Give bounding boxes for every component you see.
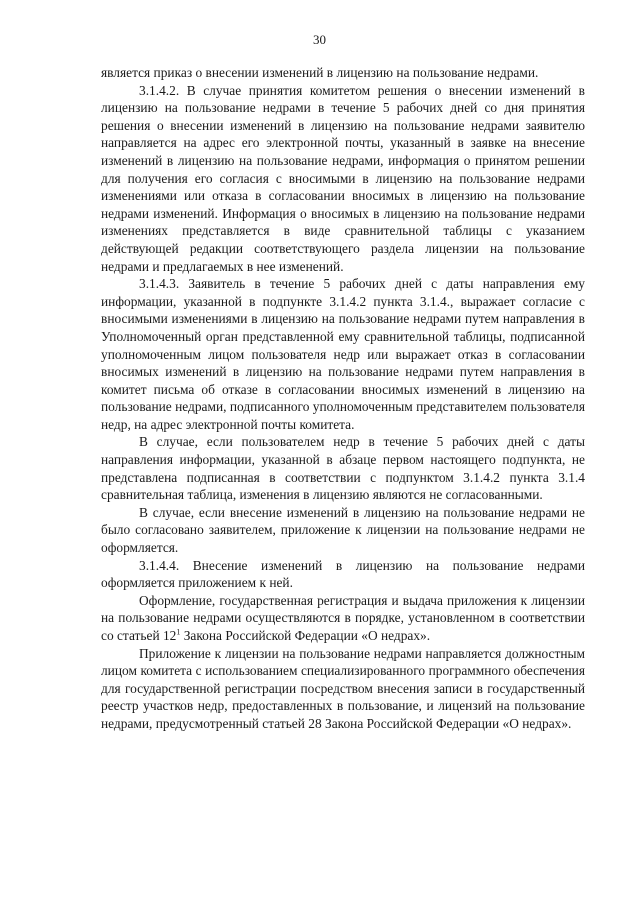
paragraph-no-signed-table: В случае, если пользователем недр в течение 5 рабочих дней с даты направления информации, указанной в абзаце первом настоящего подпункта, не представлена подписанная в соответствии с подпунктом 3.1.4.2 пункта 3.1.4 сравнительная таблица, изменения в лицензию являются не согласованными. xyxy=(101,434,585,503)
paragraph-not-agreed: В случае, если внесение изменений в лицензию на пользование недрами не было согласовано заявителем, приложение к лицензии на пользование недрами не оформляется. xyxy=(101,504,585,556)
paragraph-3-1-4-4: 3.1.4.4. Внесение изменений в лицензию на пользование недрами оформляется приложением к ней. xyxy=(101,557,585,591)
registration-text: Оформление, государственная регистрация и выдача приложения к лицензии на пользование недрами осуществляются в порядке, установленном в соответствии со статьей 12 xyxy=(101,592,585,643)
paragraph-appendix-sending: Приложение к лицензии на пользование недрами направляется должностным лицом комитета с использованием специализированного программного обеспечения для государственной регистрации посредством внесения записи в государственный реестр участков недр, предоставленных в пользование, и лицензий на пользование недрами, предусмотренный статьей 28 Закона Российской Федерации «О недрах». xyxy=(101,645,585,731)
registration-text-end: Закона Российской Федерации «О недрах». xyxy=(180,628,431,643)
paragraph-continuation: является приказ о внесении изменений в лицензию на пользование недрами. xyxy=(101,65,539,80)
page-number: 30 xyxy=(313,32,326,47)
paragraph-3-1-4-2: 3.1.4.2. В случае принятия комитетом решения о внесении изменений в лицензию на пользование недрами в течение 5 рабочих дней со дня принятия решения о внесении изменений в лицензию на пользование недрами заявителю направляется на адрес его электронной почты, указанный в заявке на внесение изменений в лицензию на пользование недрами, информация о принятом решении для получения его согласия с вносимыми в лицензию на пользование недрами изменениями или отказа в согласовании вносимых в лицензию на пользование недрами изменений. Информация о вносимых в лицензию на пользование недрами изменениях представляется в виде сравнительной таблицы с указанием действующей редакции соответствующего раздела лицензии на пользование недрами и предлагаемых в нее изменений. xyxy=(101,82,585,274)
document-body xyxy=(101,64,585,733)
paragraph-3-1-4-3: 3.1.4.3. Заявитель в течение 5 рабочих дней с даты направления ему информации, указанной в подпункте 3.1.4.2 пункта 3.1.4., выражает согласие с вносимыми изменениями в лицензию на пользование недрами путем направления в Уполномоченный орган представленной ему сравнительной таблицы, подписанной уполномоченным лицом пользователя недр или выражает отказ в согласовании вносимых изменений в лицензию на пользование недрами путем направления в комитет письма об отказе в согласовании вносимых изменений в лицензию на пользование недрами, подписанного уполномоченным представителем пользователя недр, на адрес электронной почты комитета. xyxy=(101,276,585,432)
article-superscript: 1 xyxy=(176,627,181,637)
paragraph-registration xyxy=(101,592,585,645)
